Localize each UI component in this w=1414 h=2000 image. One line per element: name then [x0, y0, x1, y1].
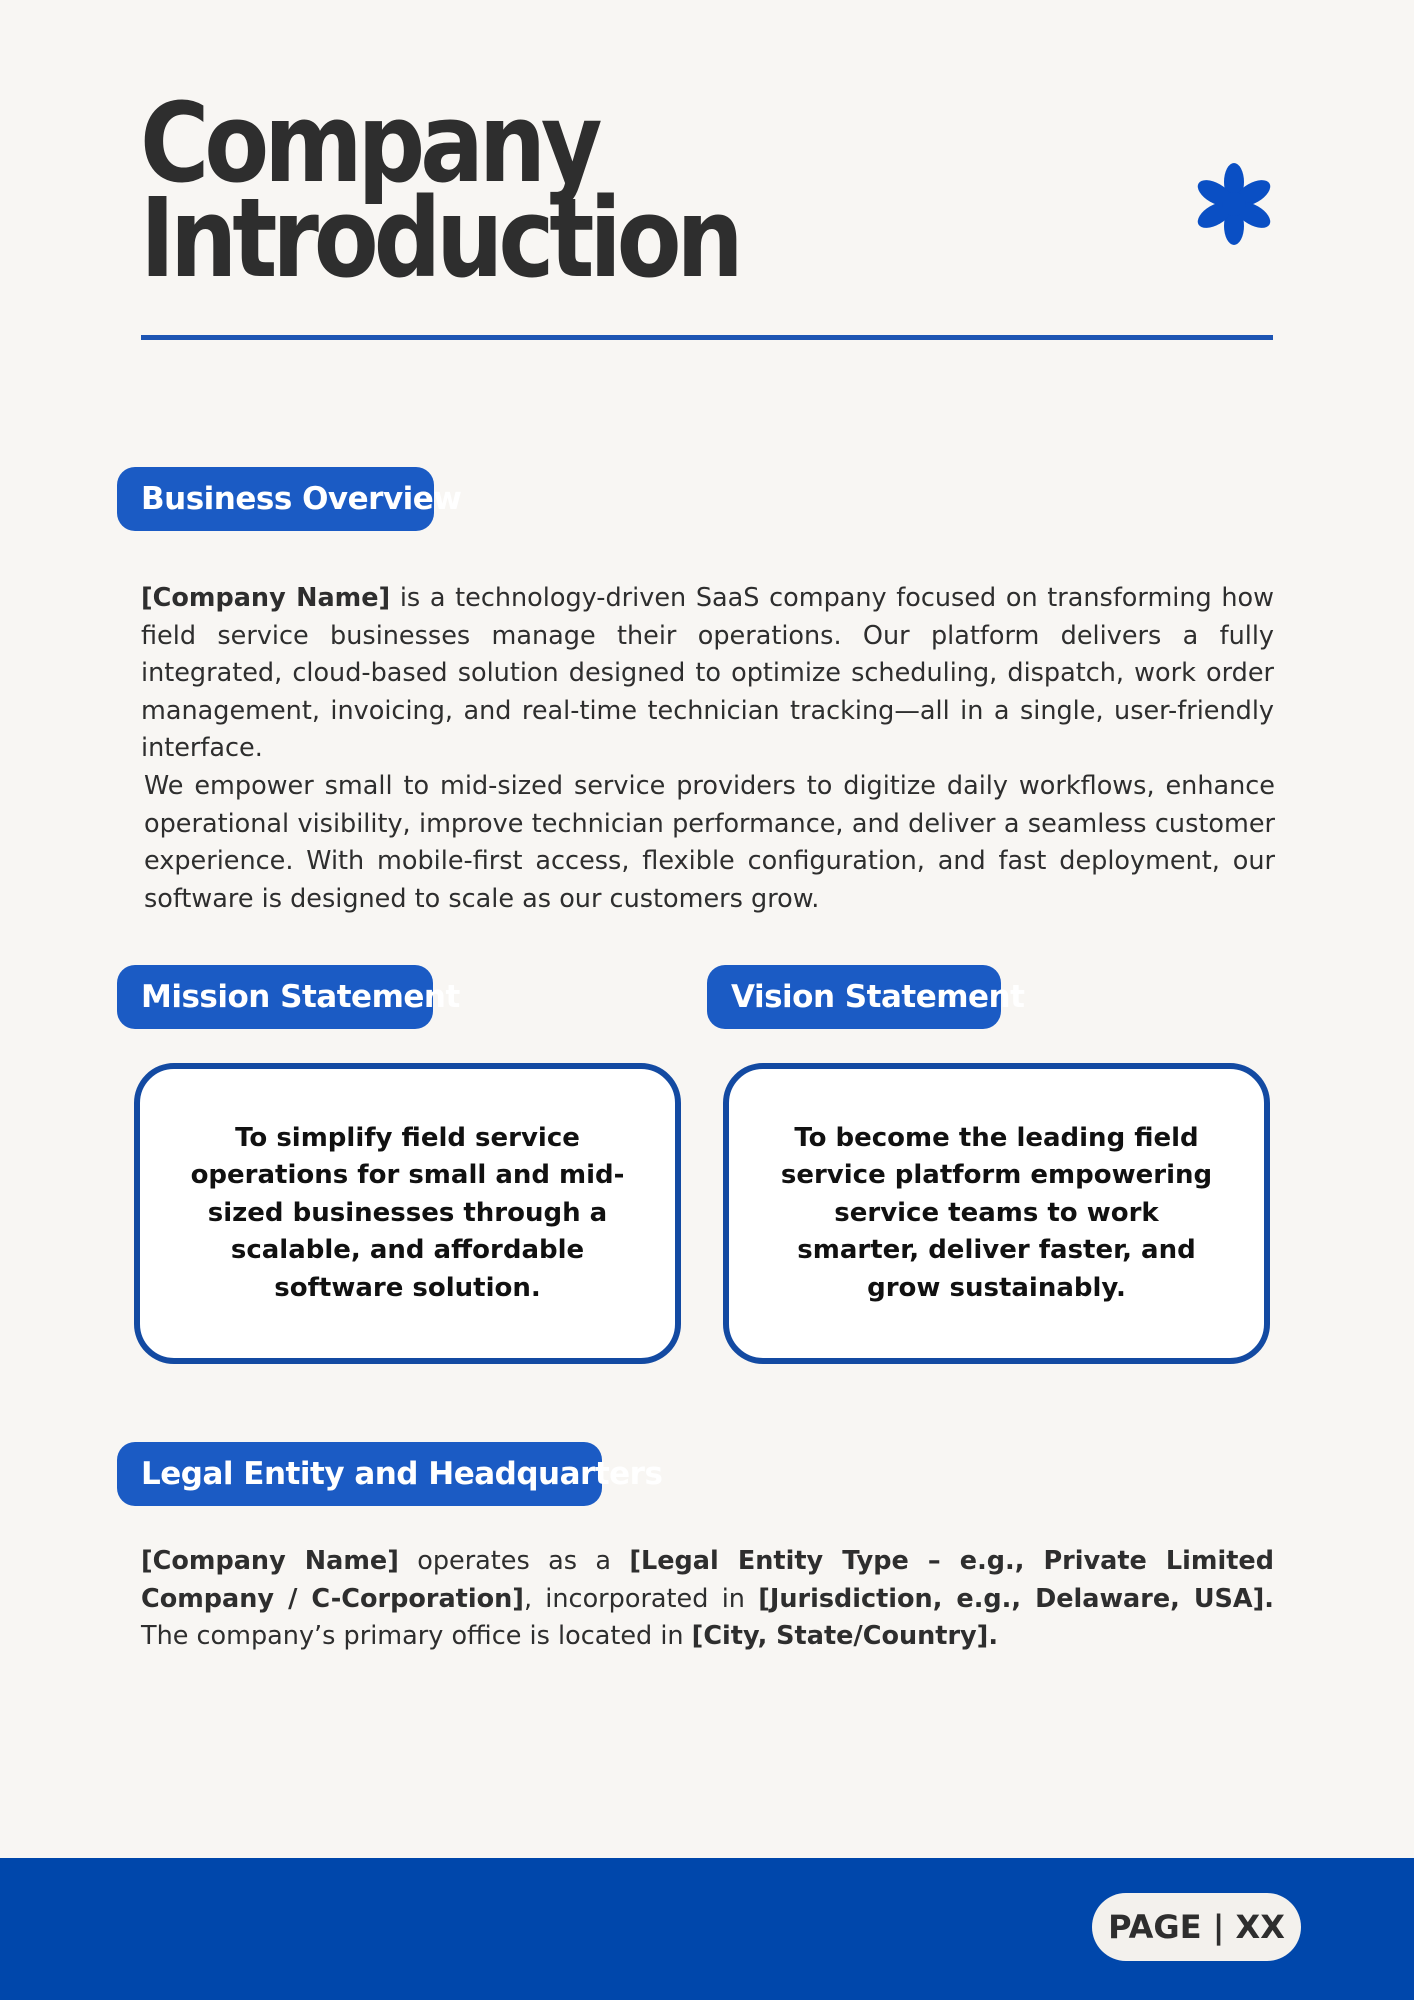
vision-statement-heading: Vision Statement	[707, 965, 1001, 1029]
legal-jurisdiction: [Jurisdiction, e.g., Delaware, USA].	[758, 1583, 1274, 1614]
legal-entity-type: [Legal Entity Type – e.g., Private Limited Company / C-Corporation]	[141, 1546, 1274, 1614]
legal-entity-heading: Legal Entity and Headquarters	[117, 1442, 602, 1506]
mission-statement-card	[134, 1063, 681, 1364]
mission-statement-text: To simplify field service operations for small and mid-sized businesses through a scalable, and affordable software solution.	[190, 1122, 625, 1303]
legal-text-2: , incorporated in	[523, 1583, 759, 1614]
page-number-badge: PAGE | XX	[1092, 1893, 1301, 1961]
business-overview-text-1: is a technology-driven SaaS company focused on transforming how field service businesses manage their operations. Our platform delivers a fully integrated, cloud-based solution designed to optimize scheduling, dispatch, work order management, invoicing, and real-time technician tracking—all in a single, user-friendly interface.	[141, 583, 1274, 763]
page-title	[140, 79, 739, 302]
vision-statement-text: To become the leading field service platform empowering service teams to work smarter, deliver faster, and grow sustainably.	[780, 1122, 1213, 1303]
business-overview-paragraph-1	[141, 580, 1274, 768]
vision-statement-card	[723, 1063, 1270, 1364]
business-overview-heading: Business Overview	[117, 467, 434, 531]
header-divider	[141, 335, 1273, 340]
legal-entity-paragraph	[141, 1543, 1274, 1656]
flower-icon	[1194, 162, 1274, 246]
company-name-placeholder: [Company Name]	[141, 583, 391, 613]
page-title-line1: Company	[140, 79, 598, 207]
business-overview-paragraph-2: We empower small to mid-sized service providers to digitize daily workflows, enhance operational visibility, improve technician performance, and deliver a seamless customer experience. With mobile-first access, flexible configuration, and fast deployment, our software is designed to scale as our customers grow.	[144, 771, 1275, 914]
mission-statement-heading: Mission Statement	[117, 965, 433, 1029]
legal-company-name: [Company Name]	[141, 1546, 399, 1576]
legal-location: [City, State/Country].	[691, 1621, 999, 1651]
legal-text-1: operates as a	[398, 1546, 630, 1576]
legal-text-3: The company’s primary office is located in	[141, 1621, 692, 1651]
page-title-line2: Introduction	[140, 174, 739, 302]
